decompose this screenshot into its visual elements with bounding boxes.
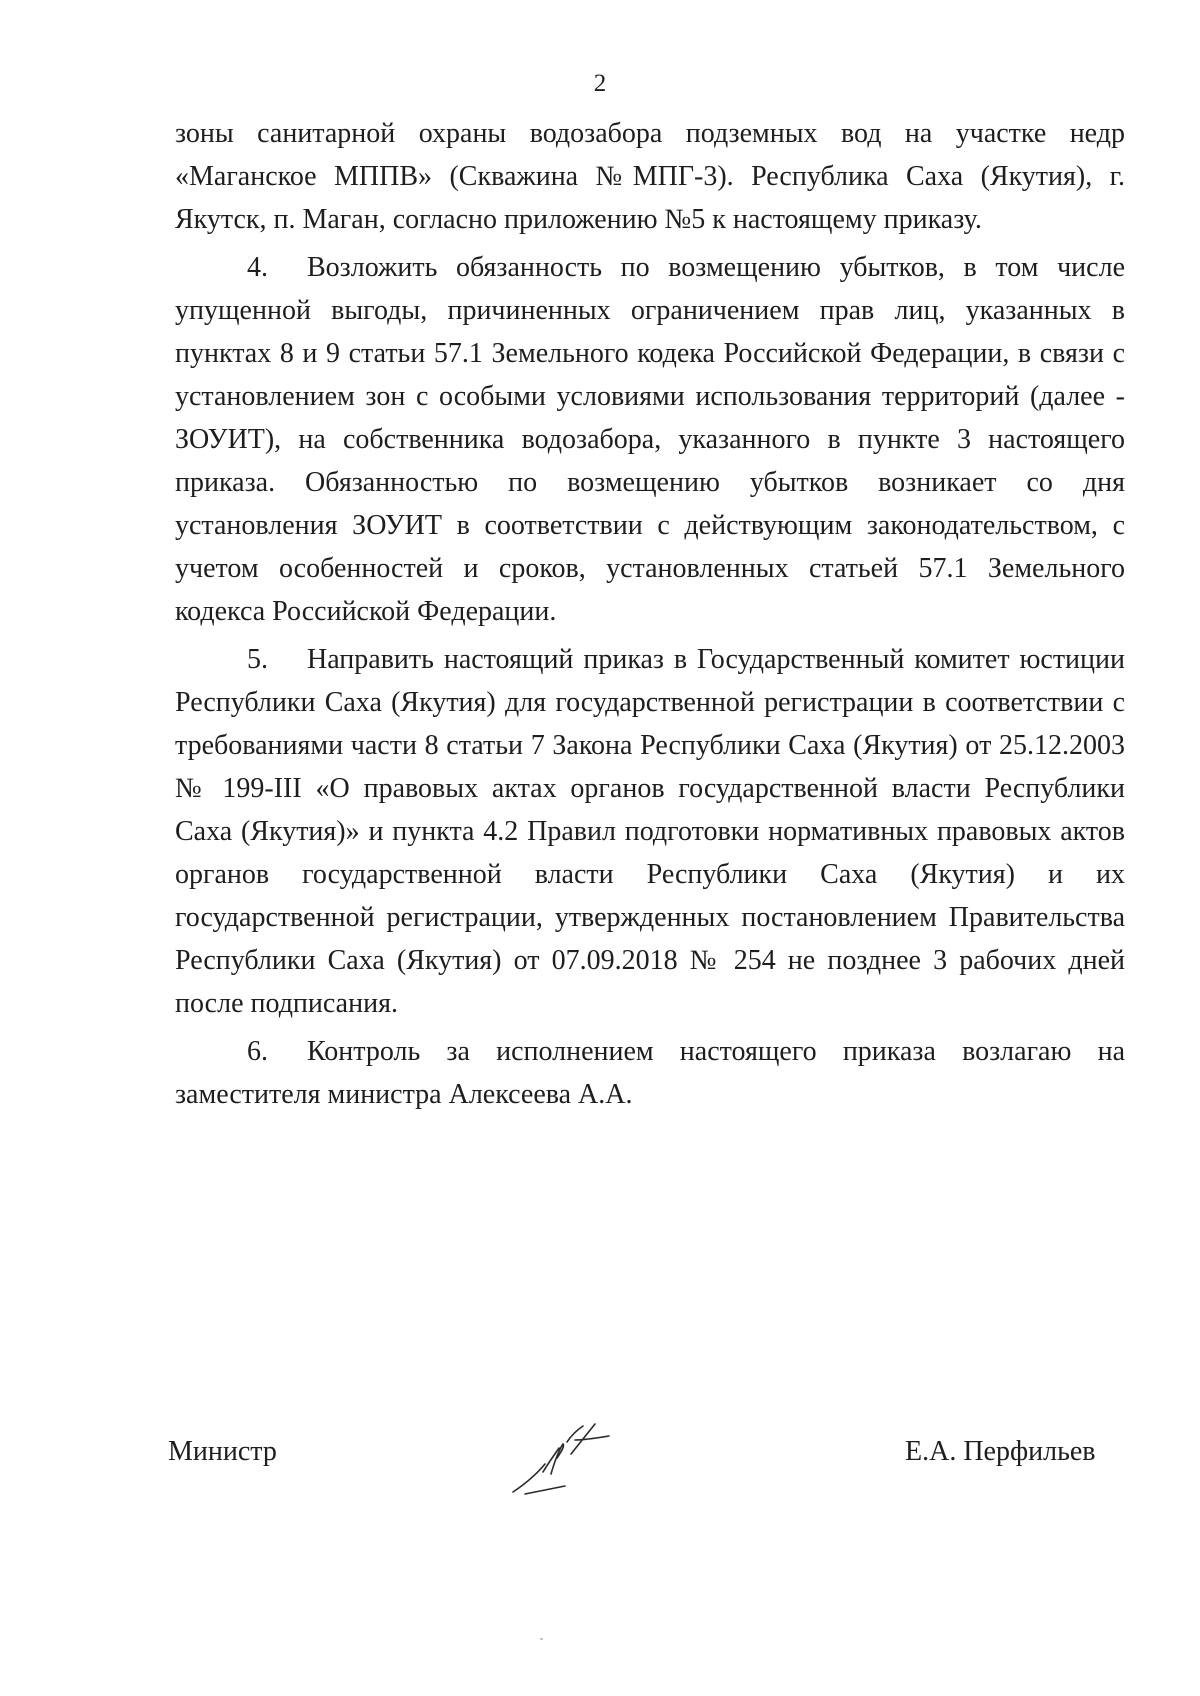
paragraph-text: Контроль за исполнением настоящего приказа возлагаю на заместителя министра Алексеева А.А. xyxy=(175,1036,1125,1110)
signature-block xyxy=(0,1436,1200,1556)
item-number: 4. xyxy=(247,252,268,283)
paragraph-item-6 xyxy=(175,1030,1125,1116)
document-body xyxy=(175,112,1125,1121)
signer-name: Е.А. Перфильев xyxy=(905,1436,1096,1467)
paragraph-text: зоны санитарной охраны водозабора подземных вод на участке недр «Маганское МППВ» (Скважина №МПГ-3). Республика Саха (Якутия), г. Якутск, п. Маган, согласно приложению №5 к настоящему приказу. xyxy=(175,118,1125,235)
scan-artifact xyxy=(540,1638,543,1640)
item-number: 5. xyxy=(247,644,268,675)
signer-position: Министр xyxy=(168,1436,277,1467)
paragraph-text: Возложить обязанность по возмещению убытков, в том числе упущенной выгоды, причиненных ограничением прав лиц, указанных в пунктах 8 и 9 статьи 57.1 Земельного кодека Российской Федерации, в связи с установлением зон с особыми условиями использования территорий (далее - ЗОУИТ), на собственника водозабора, указанного в пункте 3 настоящего приказа. Обязанностью по возмещению убытков возникает со дня установления ЗОУИТ в соответствии с действующим законодательством, с учетом особенностей и сроков, установленных статьей 57.1 Земельного кодекса Российской Федерации. xyxy=(175,252,1125,627)
item-number: 6. xyxy=(247,1036,268,1067)
handwritten-signature xyxy=(505,1414,625,1504)
paragraph-item-5 xyxy=(175,638,1125,1025)
paragraph-continuation xyxy=(175,112,1125,241)
paragraph-item-4 xyxy=(175,246,1125,633)
page-number: 2 xyxy=(593,70,607,97)
paragraph-text: Направить настоящий приказ в Государственный комитет юстиции Республики Саха (Якутия) для государственной регистрации в соответствии с требованиями части 8 статьи 7 Закона Республики Саха (Якутия) от 25.12.2003 № 199-III «О правовых актах органов государственной власти Республики Саха (Якутия)» и пункта 4.2 Правил подготовки нормативных правовых актов органов государственной власти Республики Саха (Якутия) и их государственной регистрации, утвержденных постановлением Правительства Республики Саха (Якутия) от 07.09.2018 № 254 не позднее 3 рабочих дней после подписания. xyxy=(175,644,1125,1019)
